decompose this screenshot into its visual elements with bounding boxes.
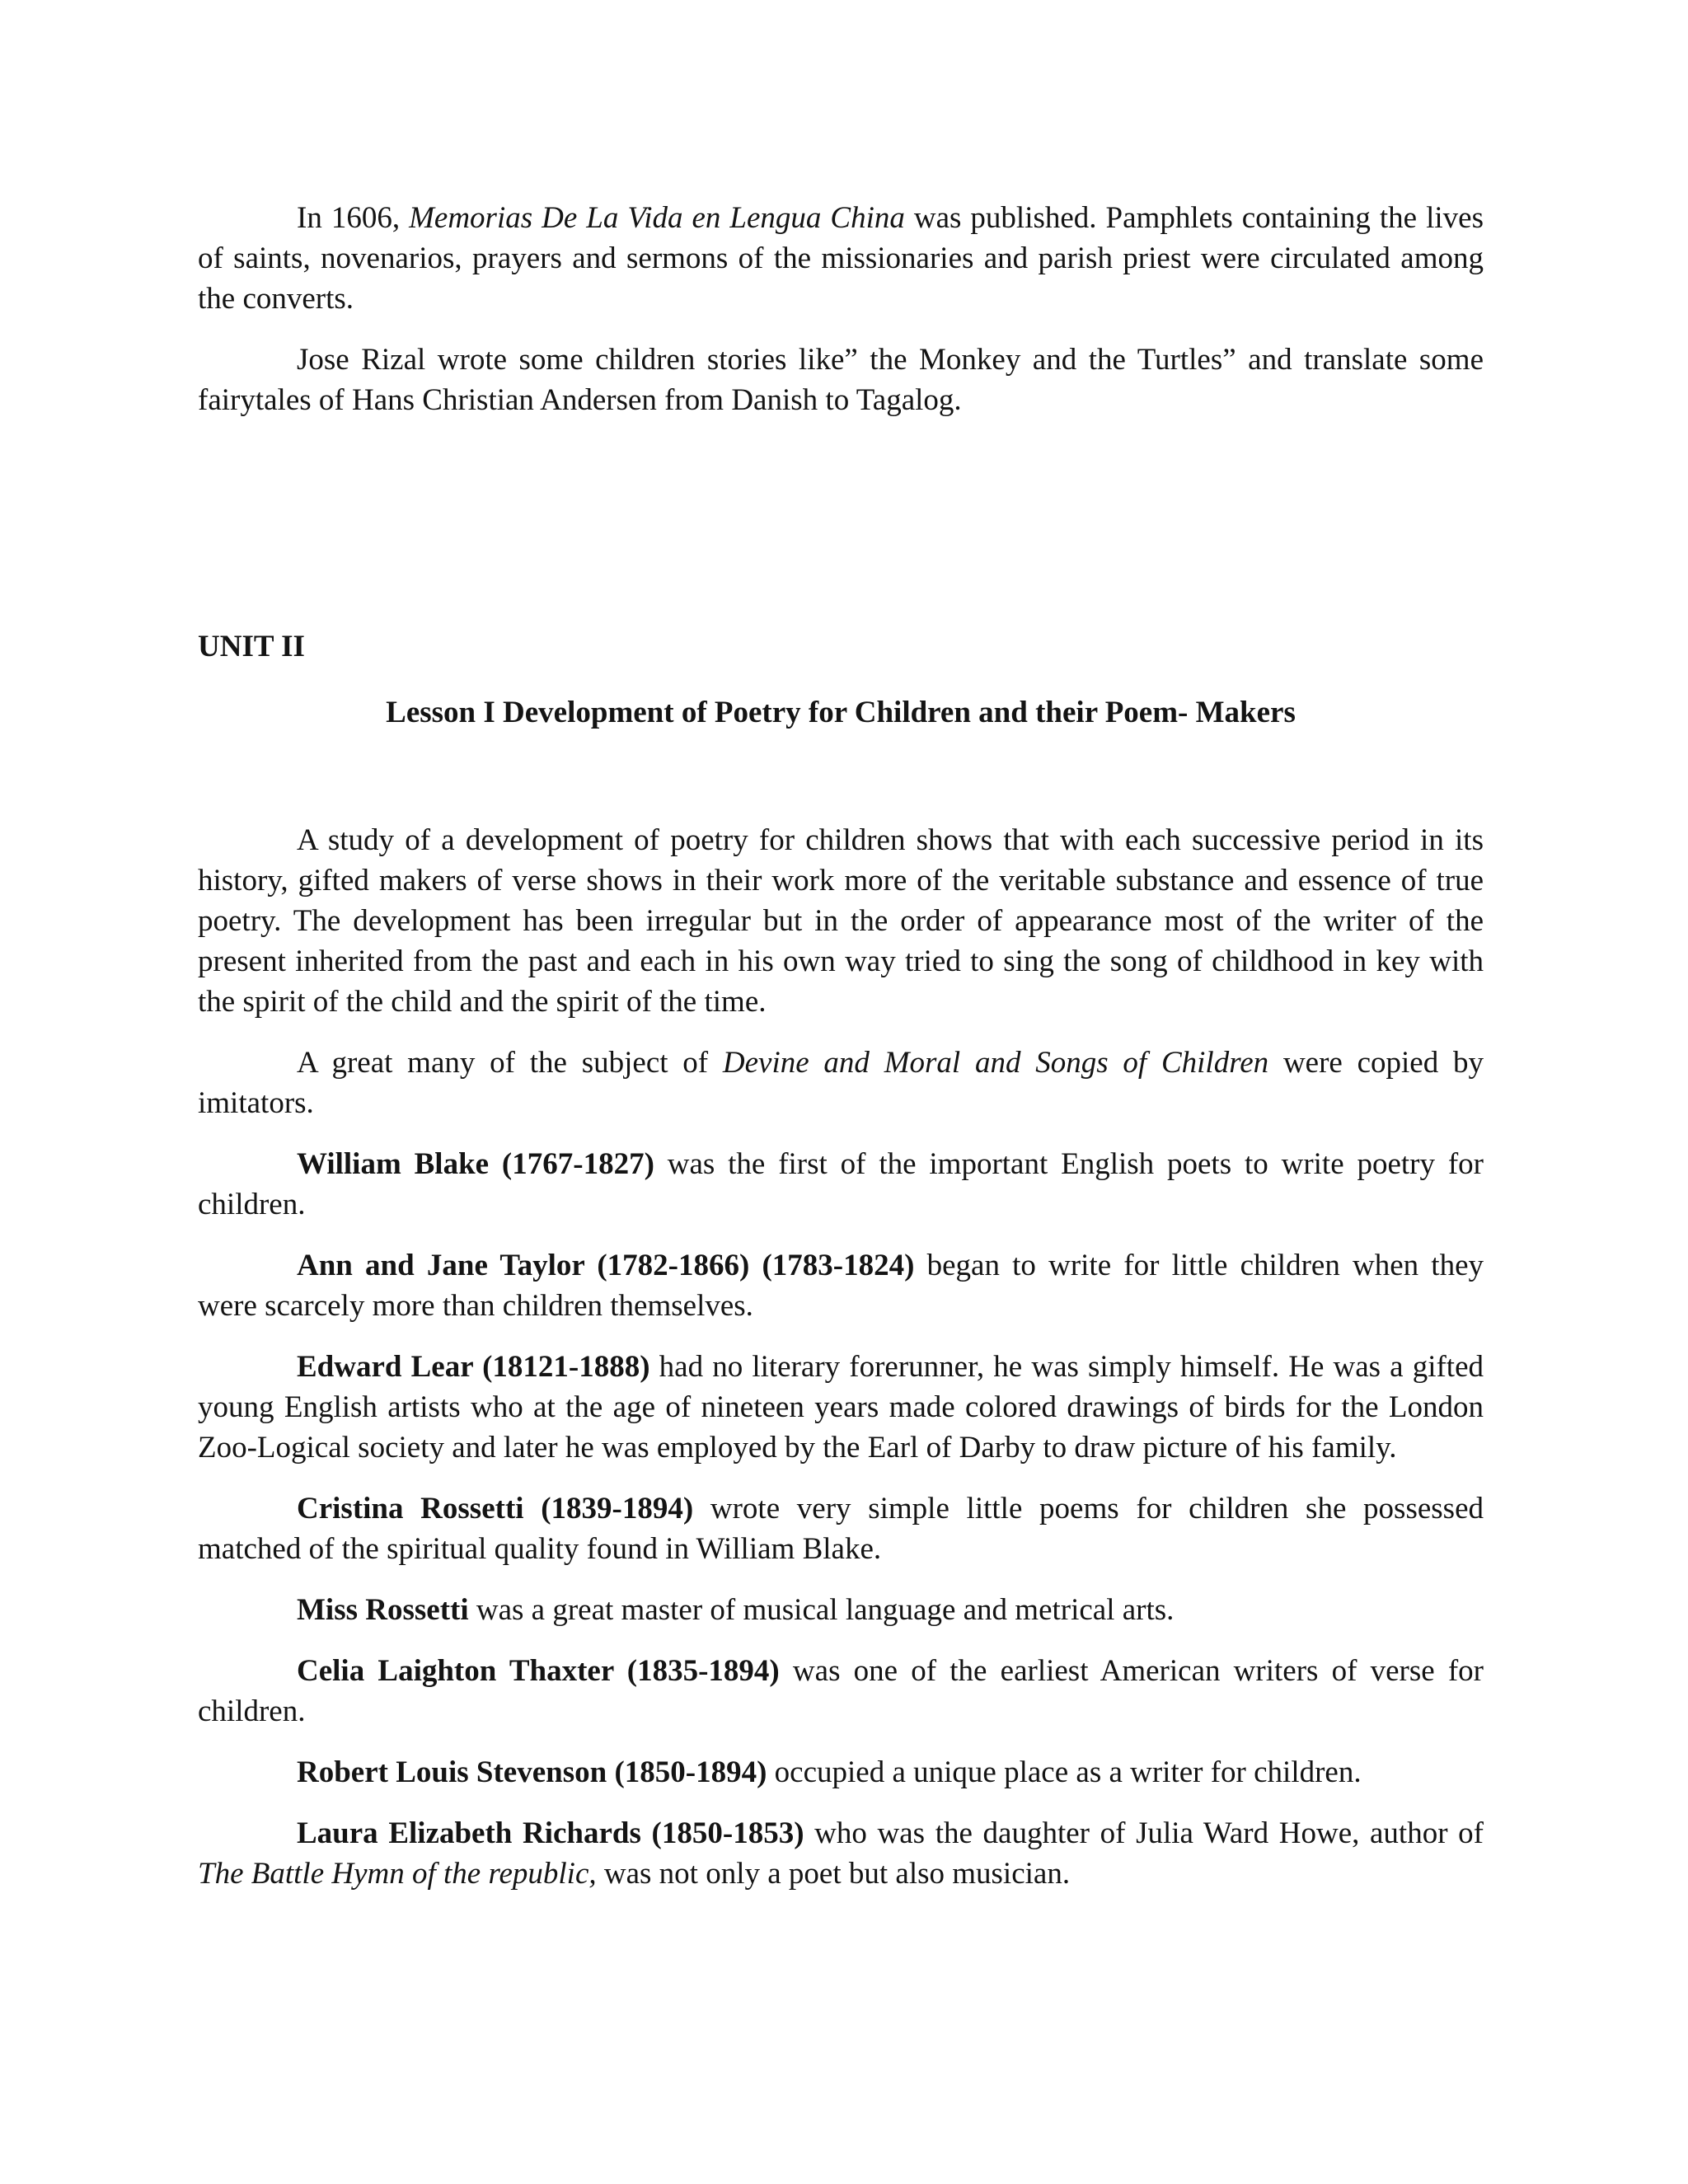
paragraph-richards [198, 1813, 1484, 1894]
poet-name: Laura Elizabeth Richards (1850-1853) [297, 1816, 804, 1850]
paragraph-text: who was the daughter of Julia Ward Howe, author of [804, 1816, 1484, 1850]
paragraph-miss-rossetti [198, 1590, 1484, 1630]
paragraph-blake [198, 1144, 1484, 1225]
paragraph-text: was not only a poet but also musician. [596, 1857, 1071, 1891]
paragraph-stevenson [198, 1752, 1484, 1793]
paragraph-text: was one of the earliest American writers of verse for children. [198, 1654, 1484, 1728]
book-title: Memorias De La Vida en Lengua China [409, 201, 905, 235]
lesson-heading: Lesson I Development of Poetry for Children and their Poem- Makers [386, 696, 1296, 729]
paragraph-text: had no literary forerunner, he was simply himself. He was a gifted young English artists who at the age of nineteen years made colored drawings of birds for the London Zoo-Logical society and later he was employed by the Earl of Darby to draw picture of his family. [198, 1350, 1484, 1465]
paragraph-text: was a great master of musical language and metrical arts. [468, 1593, 1175, 1627]
book-title: Devine and Moral and Songs of Children [722, 1046, 1269, 1080]
paragraph-rizal: Jose Rizal wrote some children stories like” the Monkey and the Turtles” and translate some fairytales of Hans Christian Andersen from Danish to Tagalog. [198, 343, 1484, 417]
paragraph-rossetti [198, 1488, 1484, 1569]
poet-name: Cristina Rossetti (1839-1894) [297, 1492, 694, 1526]
poet-name: Robert Louis Stevenson (1850-1894) [297, 1755, 767, 1789]
paragraph-text: began to write for little children when they were scarcely more than children themselves. [198, 1249, 1484, 1323]
paragraph-text: was published. Pamphlets containing the lives of saints, novenarios, prayers and sermons of the missionaries and parish priest were circulated among the converts. [198, 201, 1484, 316]
top-section [198, 198, 1484, 420]
paragraph-lear [198, 1347, 1484, 1468]
paragraph-memorias [198, 198, 1484, 319]
poet-name: William Blake (1767-1827) [297, 1147, 654, 1181]
poet-name: Celia Laighton Thaxter (1835-1894) [297, 1654, 780, 1688]
paragraph-intro: A study of a development of poetry for children shows that with each successive period in its history, gifted makers of verse shows in their work more of the veritable substance and essence of true poetry. The development has been irregular but in the order of appearance most of the writer of the present inherited from the past and each in his own way tried to sing the song of childhood in key with the spirit of the child and the spirit of the time. [198, 823, 1484, 1019]
unit-heading: UNIT II [198, 630, 305, 663]
paragraph-text: were copied by imitators. [198, 1046, 1484, 1120]
poet-name: Edward Lear (18121-1888) [297, 1350, 650, 1384]
paragraph-text: occupied a unique place as a writer for children. [767, 1755, 1362, 1789]
body-section [198, 820, 1484, 1894]
book-title: The Battle Hymn of the republic, [198, 1857, 597, 1891]
paragraph-text: A great many of the subject of [297, 1046, 723, 1080]
paragraph-taylor [198, 1245, 1484, 1326]
paragraph-copied [198, 1043, 1484, 1123]
poet-name: Ann and Jane Taylor (1782-1866) (1783-1824) [297, 1249, 915, 1282]
paragraph-text: In 1606, [297, 201, 410, 235]
poet-name: Miss Rossetti [297, 1593, 469, 1627]
paragraph-text: wrote very simple little poems for children she possessed matched of the spiritual quality found in William Blake. [198, 1492, 1484, 1566]
paragraph-thaxter [198, 1651, 1484, 1732]
paragraph-text: was the first of the important English poets to write poetry for children. [198, 1147, 1484, 1221]
